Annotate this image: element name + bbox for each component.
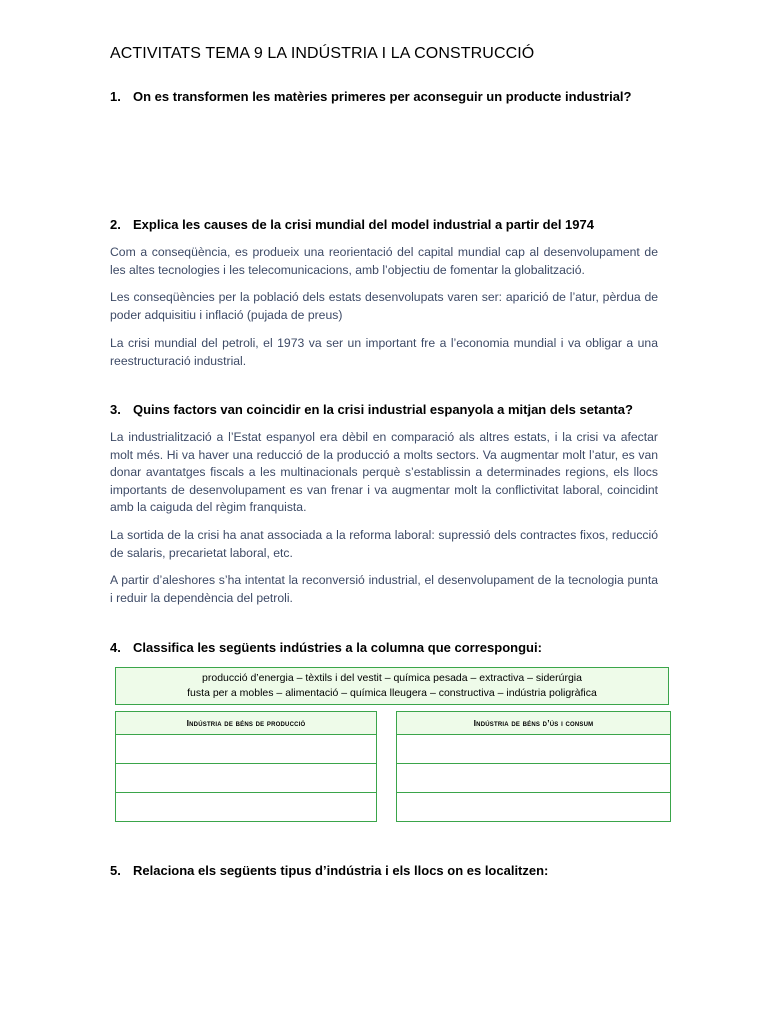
table-header: Indústria de béns d’ús i consum (397, 712, 671, 735)
word-bank (115, 667, 669, 705)
question-4 (110, 640, 542, 655)
answer-paragraph: Com a conseqüència, es produeix una reorientació del capital mundial cap al desenvolupament de les altes tecnologies i les telecomunicacions, amb l’objectiu de fomentar la globalització. (110, 245, 658, 277)
question-text: Quins factors van coincidir en la crisi industrial espanyola a mitjan dels setanta? (133, 402, 633, 417)
question-5 (110, 863, 548, 878)
answer-cell[interactable] (116, 764, 377, 793)
question-text: Explica les causes de la crisi mundial del model industrial a partir del 1974 (133, 217, 594, 232)
question-text: On es transformen les matèries primeres per aconseguir un producte industrial? (133, 89, 632, 104)
answer-paragraph: La sortida de la crisi ha anat associada a la reforma laboral: supressió dels contractes fixos, reducció de salaris, precarietat laboral, etc. (110, 528, 658, 560)
question-number: 2. (110, 217, 121, 232)
table-header: Indústria de béns de producció (116, 712, 377, 735)
table-consumer-goods (396, 711, 671, 822)
answer-cell[interactable] (116, 793, 377, 822)
answer-paragraph: Les conseqüències per la població dels estats desenvolupats varen ser: aparició de l’atur, pèrdua de poder adquisitiu i inflació (pujada de preus) (110, 290, 658, 322)
answer-paragraph: La industrialització a l’Estat espanyol era dèbil en comparació als altres estats, i la crisi va afectar molt més. Hi va haver una reducció de la producció a molts sectors. Va augmentar molt l’atur, es van donar avantatges fiscals a les multinacionals perquè s’establissin a determinades regions, els llocs importants de desenvolupament es van frenar i va augmentar molt la conflictivitat laboral, coincidint amb la caiguda del règim franquista. (110, 430, 658, 514)
question-number: 1. (110, 89, 121, 104)
question-3 (110, 402, 633, 417)
answer-cell[interactable] (397, 793, 671, 822)
table-production-goods (115, 711, 377, 822)
question-2 (110, 217, 594, 232)
question-number: 5. (110, 863, 121, 878)
answer-paragraph: A partir d’aleshores s’ha intentat la reconversió industrial, el desenvolupament de la tecnologia punta i reduir la dependència del petroli. (110, 573, 658, 605)
answer-cell[interactable] (116, 735, 377, 764)
word-bank-line: fusta per a mobles – alimentació – química lleugera – constructiva – indústria poligràfica (187, 687, 597, 699)
question-number: 3. (110, 402, 121, 417)
question-text: Classifica les següents indústries a la columna que correspongui: (133, 640, 542, 655)
answer-cell[interactable] (397, 735, 671, 764)
question-number: 4. (110, 640, 121, 655)
question-text: Relaciona els següents tipus d’indústria i els llocs on es localitzen: (133, 863, 549, 878)
answer-cell[interactable] (397, 764, 671, 793)
page-title: ACTIVITATS TEMA 9 LA INDÚSTRIA I LA CONSTRUCCIÓ (110, 45, 535, 62)
question-1 (110, 89, 631, 104)
word-bank-line: producció d’energia – tèxtils i del vestit – química pesada – extractiva – siderúrgia (202, 672, 582, 684)
answer-paragraph: La crisi mundial del petroli, el 1973 va ser un important fre a l’economia mundial i va obligar a una reestructuració industrial. (110, 336, 658, 368)
